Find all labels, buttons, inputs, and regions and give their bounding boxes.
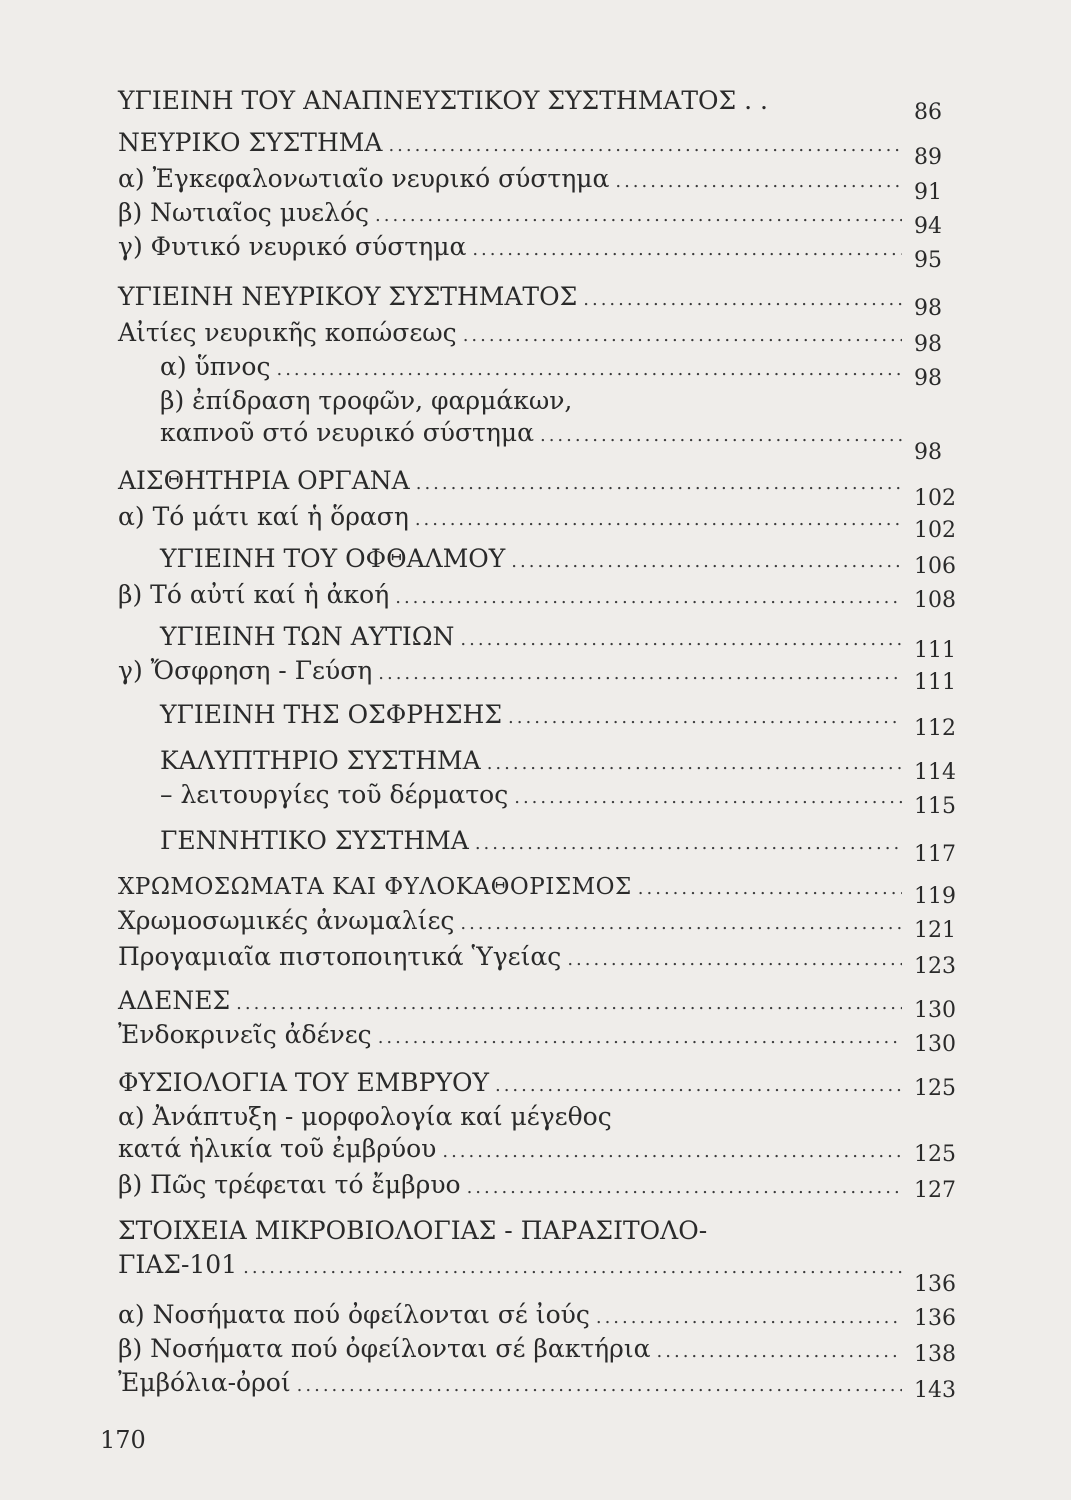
toc-entry [118,872,908,904]
toc-page-number: 143 [914,1378,956,1403]
toc-title: ΦΥΣΙΟΛΟΓΙΑ ΤΟΥ ΕΜΒΡΥΟΥ [118,1068,489,1097]
toc-entry [160,418,908,451]
toc-page-number: 98 [914,332,942,357]
page-number: 170 [100,1426,146,1454]
toc-page-number: 138 [914,1342,956,1367]
toc-page-number: 121 [914,918,956,943]
toc-page-number: 98 [914,296,942,321]
toc-entry [118,656,908,689]
toc-title: γ) Φυτικό νευρικό σύστημα [118,232,467,261]
toc-page-number: 112 [914,716,956,741]
toc-page-number: 106 [914,554,956,579]
toc-entry [118,942,908,975]
toc-entry [118,164,908,197]
dot-leader [467,1173,902,1203]
toc-page-number: 130 [914,1032,956,1057]
toc-page-number: 98 [914,440,942,465]
toc-entry [118,502,908,535]
toc-title: ΣΤΟΙΧΕΙΑ ΜΙΚΡΟΒΙΟΛΟΓΙΑΣ - ΠΑΡΑΣΙΤΟΛΟ- [118,1216,708,1245]
dot-leader [415,505,902,535]
toc-title: α) Νοσήματα πού ὀφείλονται σέ ἰούς [118,1300,590,1329]
toc-entry [160,544,908,577]
dot-leader [596,1303,902,1333]
toc-page-number: 86 [914,100,942,125]
toc-title: β) Νωτιαῖος μυελός [118,198,370,227]
toc-entry [160,386,572,416]
toc-page-number: 136 [914,1272,956,1297]
toc-entry [118,282,908,315]
dot-leader [657,1337,902,1367]
dot-leader [511,547,902,577]
dot-leader [514,783,902,813]
toc-title: β) ἐπίδραση τροφῶν, φαρμάκων, [160,386,573,415]
toc-page-number: 95 [914,248,942,273]
dot-leader [508,703,902,733]
dot-leader [276,355,902,385]
toc-entry [118,466,908,499]
dot-leader [378,659,902,689]
dot-leader [472,235,902,265]
dot-leader [416,469,902,499]
toc-title: Προγαμιαῖα πιστοποιητικά Ὑγείας [118,942,562,971]
toc-page-number: 125 [914,1076,956,1101]
dot-leader [495,1071,902,1101]
toc-page-number: 125 [914,1142,956,1167]
toc-title: ΓΙΑΣ-101 [118,1250,238,1279]
toc-entry [118,86,768,116]
toc-title: κατά ἡλικία τοῦ ἐμβρύου [118,1134,437,1163]
toc-entry [118,580,908,613]
toc-page-number: 114 [914,760,956,785]
toc-page-number: 115 [914,794,956,819]
dot-leader [460,625,902,655]
toc-page-number: 102 [914,518,956,543]
toc-title: β) Νοσήματα πού ὀφείλονται σέ βακτήρια [118,1334,651,1363]
toc-page-number: 91 [914,180,942,205]
toc-entry [118,1334,908,1367]
toc-title: α) ὕπνος [160,352,271,381]
toc-entry [160,700,908,733]
toc-entry [160,780,908,813]
dot-leader [395,583,902,613]
dot-leader [487,749,902,779]
toc-page-number: 123 [914,954,956,979]
toc-entry [118,128,908,161]
dot-leader [442,1137,902,1167]
toc-entry [118,1102,612,1132]
toc-page-number: 98 [914,366,942,391]
dot-leader [378,1023,902,1053]
toc-entry [160,622,908,655]
toc-title: – λειτουργίες τοῦ δέρματος [160,780,509,809]
toc-entry [118,986,908,1019]
toc-page-number: 136 [914,1306,956,1331]
toc-title: ΥΓΙΕΙΝΗ ΤΟΥ ΟΦΘΑΛΜΟΥ [160,544,506,573]
toc-entry [118,1170,908,1203]
toc-title: β) Πῶς τρέφεται τό ἔμβρυο [118,1170,461,1199]
toc-title: ΥΓΙΕΙΝΗ ΤΟΥ ΑΝΑΠΝΕΥΣΤΙΚΟΥ ΣΥΣΤΗΜΑΤΟΣ . . [118,86,768,115]
toc-entry [118,318,908,351]
dot-leader [615,167,902,197]
toc-page-number: 127 [914,1178,956,1203]
dot-leader [460,909,902,939]
toc-title: Ἐμβόλια-ὀροί [118,1368,291,1397]
toc-entry [118,1020,908,1053]
toc-entry [160,746,908,779]
dot-leader [638,874,902,904]
toc-page-number: 119 [914,884,956,909]
toc-page-number: 111 [914,670,956,695]
toc-entry [118,906,908,939]
toc-page-number: 130 [914,998,956,1023]
toc-entry [118,1368,908,1401]
toc-entry [118,1250,908,1283]
dot-leader [243,1253,902,1283]
dot-leader [463,321,902,351]
toc-title: γ) Ὄσφρηση - Γεύση [118,656,373,685]
toc-page-number: 117 [914,842,956,867]
toc-title: Αἰτίες νευρικῆς κοπώσεως [118,318,457,347]
toc-page-number: 111 [914,638,956,663]
dot-leader [475,829,902,859]
dot-leader [388,131,902,161]
dot-leader [375,201,902,231]
toc-page-number: 94 [914,214,942,239]
toc-title: Ἐνδοκρινεῖς ἀδένες [118,1020,372,1049]
toc-page-number: 102 [914,486,956,511]
toc-title: ΝΕΥΡΙΚΟ ΣΥΣΤΗΜΑ [118,128,383,157]
toc-entry [118,1068,908,1101]
toc-title: α) Τό μάτι καί ἡ ὅραση [118,502,409,531]
toc-page-number: 108 [914,588,956,613]
toc-entry [160,826,908,859]
toc-title: καπνοῦ στό νευρικό σύστημα [160,418,534,447]
toc-title: ΑΔΕΝΕΣ [118,986,231,1015]
toc-title: β) Τό αὐτί καί ἡ ἀκοή [118,580,390,609]
toc-title: α) Ἐγκεφαλονωτιαῖο νευρικό σύστημα [118,164,610,193]
toc-title: ΓΕΝΝΗΤΙΚΟ ΣΥΣΤΗΜΑ [160,826,469,855]
toc-entry [118,198,908,231]
toc-title: Χρωμοσωμικές ἀνωμαλίες [118,906,455,935]
dot-leader [583,285,902,315]
dot-leader [540,421,902,451]
toc-entry [118,232,908,265]
toc-title: ΧΡΩΜΟΣΩΜΑΤΑ ΚΑΙ ΦΥΛΟΚΑΘΟΡΙΣΜΟΣ [118,874,632,900]
toc-title: ΥΓΙΕΙΝΗ ΤΗΣ ΟΣΦΡΗΣΗΣ [160,700,503,729]
toc-entry [118,1134,908,1167]
toc-title: ΥΓΙΕΙΝΗ ΤΩΝ ΑΥΤΙΩΝ [160,622,455,651]
toc-title: ΑΙΣΘΗΤΗΡΙΑ ΟΡΓΑΝΑ [118,466,410,495]
dot-leader [567,945,902,975]
toc-entry [118,1300,908,1333]
toc-title: α) Ἀνάπτυξη - μορφολογία καί μέγεθος [118,1102,612,1131]
toc-entry [160,352,908,385]
dot-leader [236,989,902,1019]
toc-title: ΚΑΛΥΠΤΗΡΙΟ ΣΥΣΤΗΜΑ [160,746,481,775]
toc-title: ΥΓΙΕΙΝΗ ΝΕΥΡΙΚΟΥ ΣΥΣΤΗΜΑΤΟΣ [118,282,578,311]
toc-entry [118,1216,707,1246]
toc-page-number: 89 [914,145,942,170]
dot-leader [297,1371,902,1401]
